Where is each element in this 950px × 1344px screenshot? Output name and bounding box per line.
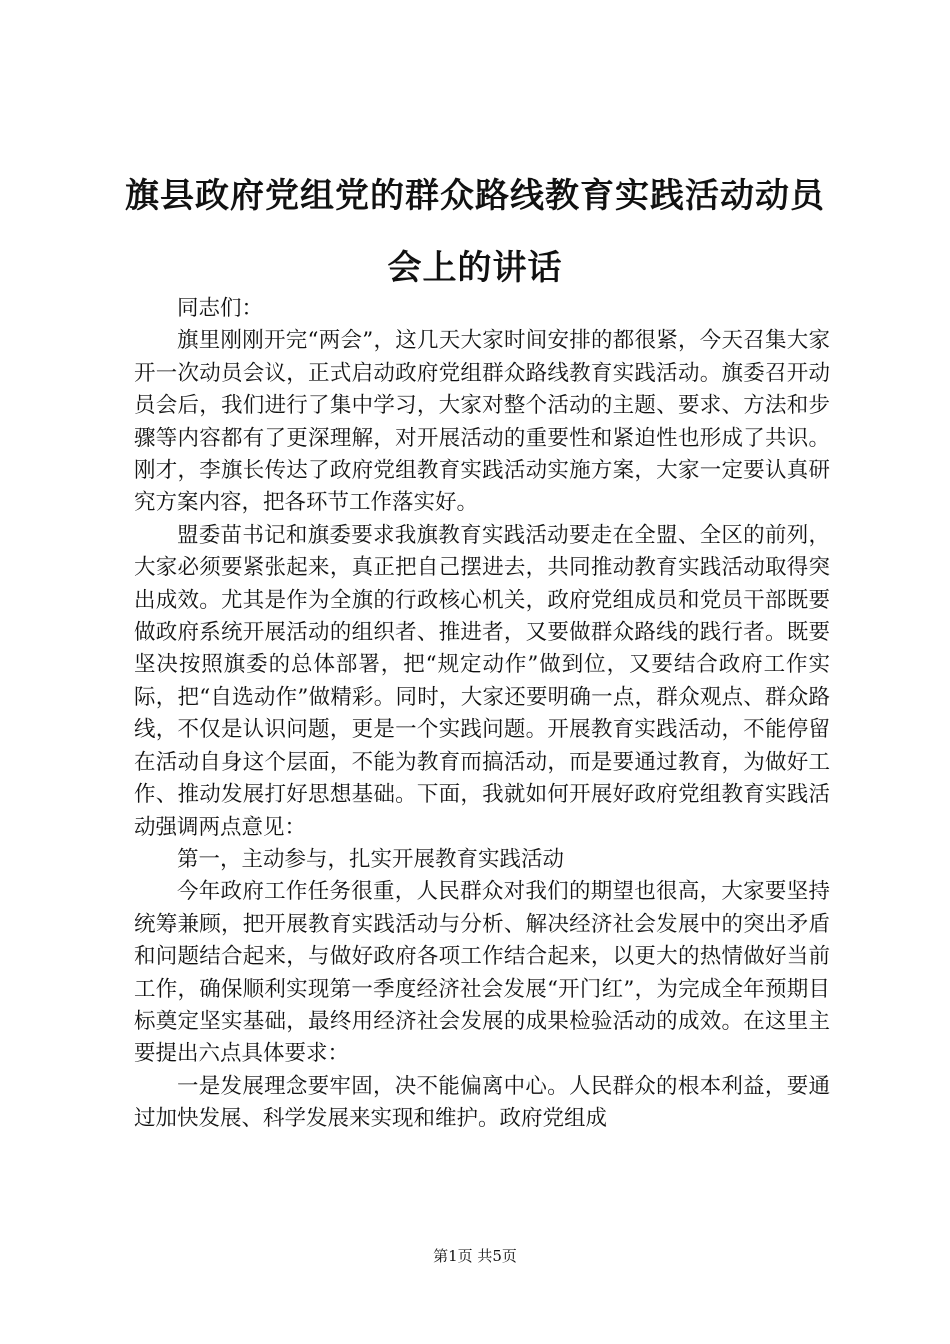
document-title: 旗县政府党组党的群众路线教育实践活动动员会上的讲话 (125, 176, 825, 288)
document-body (134, 293, 830, 1136)
body-paragraph: 盟委苗书记和旗委要求我旗教育实践活动要走在全盟、全区的前列，大家必须要紧张起来，真正把自己摆进去，共同推动教育实践活动取得突出成效。尤其是作为全旗的行政核心机关，政府党组成员和党员干部既要做政府系统开展活动的组织者、推进者，又要做群众路线的践行者。既要坚决按照旗委的总体部署，把“规定动作”做到位，又要结合政府工作实际，把“自选动作”做精彩。同时，大家还要明确一点，群众观点、群众路线，不仅是认识问题，更是一个实践问题。开展教育实践活动，不能停留在活动自身这个层面，不能为教育而搞活动，而是要通过教育，为做好工作、推动发展打好思想基础。下面，我就如何开展好政府党组教育实践活动强调两点意见： (134, 522, 830, 840)
section-heading: 第一，主动参与，扎实开展教育实践活动 (177, 846, 565, 872)
body-paragraph: 今年政府工作任务很重，人民群众对我们的期望也很高，大家要坚持统筹兼顾，把开展教育实践活动与分析、解决经济社会发展中的突出矛盾和问题结合起来，与做好政府各项工作结合起来，以更大的热情做好当前工作，确保顺利实现第一季度经济社会发展“开门红”，为完成全年预期目标奠定坚实基础，最终用经济社会发展的成果检验活动的成效。在这里主要提出六点具体要求： (134, 879, 830, 1067)
page-footer: 第1页 共5页 (433, 1247, 517, 1265)
body-paragraph: 旗里刚刚开完“两会”，这几天大家时间安排的都很紧，今天召集大家开一次动员会议，正式启动政府党组群众路线教育实践活动。旗委召开动员会后，我们进行了集中学习，大家对整个活动的主题、要求、方法和步骤等内容都有了更深理解，对开展活动的重要性和紧迫性也形成了共识。刚才，李旗长传达了政府党组教育实践活动实施方案，大家一定要认真研究方案内容，把各环节工作落实好。 (134, 328, 830, 516)
body-paragraph: 一是发展理念要牢固，决不能偏离中心。人民群众的根本利益，要通过加快发展、科学发展来实现和维护。政府党组成 (134, 1073, 830, 1132)
salutation-paragraph: 同志们： (177, 296, 264, 321)
